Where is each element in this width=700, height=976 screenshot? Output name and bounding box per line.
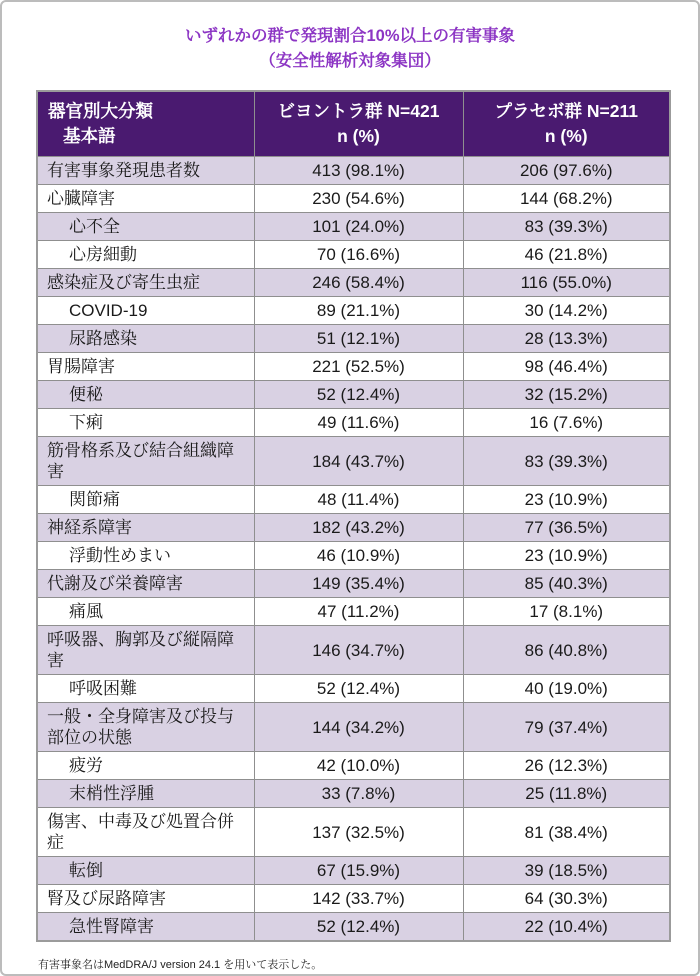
table-row [37, 570, 670, 598]
preferred-term-cell: 下痢 [37, 409, 254, 437]
byontra-value-cell: 149 (35.4%) [254, 570, 463, 598]
byontra-value-cell: 52 (12.4%) [254, 675, 463, 703]
preferred-term-cell: 心不全 [37, 213, 254, 241]
header-row [37, 91, 670, 157]
placebo-value-cell: 40 (19.0%) [463, 675, 670, 703]
header-byontra-group-label: ビヨントラ群 N=421 [277, 100, 440, 121]
preferred-term-cell: 末梢性浮腫 [37, 780, 254, 808]
table-row [37, 185, 670, 213]
table-row [37, 297, 670, 325]
table-row [37, 913, 670, 942]
soc-term-cell: 呼吸器、胸郭及び縦隔障害 [37, 626, 254, 675]
preferred-term-cell: 急性腎障害 [37, 913, 254, 942]
preferred-term-cell: 転倒 [37, 857, 254, 885]
header-placebo-npct-label: n (%) [544, 125, 588, 146]
placebo-value-cell: 86 (40.8%) [463, 626, 670, 675]
byontra-value-cell: 42 (10.0%) [254, 752, 463, 780]
table-row [37, 381, 670, 409]
placebo-value-cell: 28 (13.3%) [463, 325, 670, 353]
header-placebo-group-label: プラセボ群 N=211 [494, 100, 638, 121]
table-row [37, 486, 670, 514]
placebo-value-cell: 26 (12.3%) [463, 752, 670, 780]
placebo-value-cell: 23 (10.9%) [463, 486, 670, 514]
table-row [37, 213, 670, 241]
table-row [37, 780, 670, 808]
byontra-value-cell: 49 (11.6%) [254, 409, 463, 437]
placebo-value-cell: 85 (40.3%) [463, 570, 670, 598]
preferred-term-cell: 心房細動 [37, 241, 254, 269]
table-row [37, 626, 670, 675]
soc-term-cell: 一般・全身障害及び投与部位の状態 [37, 703, 254, 752]
soc-term-cell: 代謝及び栄養障害 [37, 570, 254, 598]
table-row [37, 675, 670, 703]
byontra-value-cell: 101 (24.0%) [254, 213, 463, 241]
table-body [37, 157, 670, 942]
placebo-value-cell: 64 (30.3%) [463, 885, 670, 913]
table-row [37, 542, 670, 570]
byontra-value-cell: 146 (34.7%) [254, 626, 463, 675]
byontra-value-cell: 182 (43.2%) [254, 514, 463, 542]
table-row [37, 857, 670, 885]
byontra-value-cell: 67 (15.9%) [254, 857, 463, 885]
soc-term-cell: 筋骨格系及び結合組織障害 [37, 437, 254, 486]
byontra-value-cell: 221 (52.5%) [254, 353, 463, 381]
table-row [37, 409, 670, 437]
byontra-value-cell: 48 (11.4%) [254, 486, 463, 514]
soc-term-cell: 神経系障害 [37, 514, 254, 542]
header-cell-soc-pt [37, 91, 254, 157]
byontra-value-cell: 51 (12.1%) [254, 325, 463, 353]
header-byontra-npct-label: n (%) [337, 125, 380, 146]
placebo-value-cell: 16 (7.6%) [463, 409, 670, 437]
soc-term-cell: 腎及び尿路障害 [37, 885, 254, 913]
header-soc-label: 器官別大分類 [48, 100, 153, 121]
header-cell-byontra [254, 91, 463, 157]
byontra-value-cell: 144 (34.2%) [254, 703, 463, 752]
byontra-value-cell: 70 (16.6%) [254, 241, 463, 269]
preferred-term-cell: 関節痛 [37, 486, 254, 514]
placebo-value-cell: 77 (36.5%) [463, 514, 670, 542]
preferred-term-cell: 疲労 [37, 752, 254, 780]
placebo-value-cell: 79 (37.4%) [463, 703, 670, 752]
placebo-value-cell: 25 (11.8%) [463, 780, 670, 808]
byontra-value-cell: 52 (12.4%) [254, 913, 463, 942]
soc-term-cell: 有害事象発現患者数 [37, 157, 254, 185]
soc-term-cell: 胃腸障害 [37, 353, 254, 381]
table-row [37, 703, 670, 752]
placebo-value-cell: 83 (39.3%) [463, 213, 670, 241]
preferred-term-cell: 痛風 [37, 598, 254, 626]
table-row [37, 353, 670, 381]
placebo-value-cell: 23 (10.9%) [463, 542, 670, 570]
placebo-value-cell: 116 (55.0%) [463, 269, 670, 297]
byontra-value-cell: 413 (98.1%) [254, 157, 463, 185]
header-cell-placebo [463, 91, 670, 157]
preferred-term-cell: COVID-19 [37, 297, 254, 325]
placebo-value-cell: 17 (8.1%) [463, 598, 670, 626]
soc-term-cell: 感染症及び寄生虫症 [37, 269, 254, 297]
byontra-value-cell: 142 (33.7%) [254, 885, 463, 913]
table-row [37, 437, 670, 486]
placebo-value-cell: 81 (38.4%) [463, 808, 670, 857]
title-line-2: （安全性解析対象集団） [259, 51, 441, 70]
footnote: 有害事象名はMedDRA/J version 24.1 を用いて表示した。 [38, 959, 323, 972]
table-row [37, 885, 670, 913]
table-row [37, 808, 670, 857]
table-row [37, 514, 670, 542]
byontra-value-cell: 52 (12.4%) [254, 381, 463, 409]
soc-term-cell: 心臓障害 [37, 185, 254, 213]
byontra-value-cell: 33 (7.8%) [254, 780, 463, 808]
placebo-value-cell: 22 (10.4%) [463, 913, 670, 942]
byontra-value-cell: 230 (54.6%) [254, 185, 463, 213]
table-row [37, 325, 670, 353]
table-row [37, 241, 670, 269]
header-pt-label: 基本語 [63, 125, 116, 146]
table-row [37, 752, 670, 780]
placebo-value-cell: 98 (46.4%) [463, 353, 670, 381]
placebo-value-cell: 206 (97.6%) [463, 157, 670, 185]
adverse-events-table [36, 90, 671, 943]
soc-term-cell: 傷害、中毒及び処置合併症 [37, 808, 254, 857]
placebo-value-cell: 144 (68.2%) [463, 185, 670, 213]
byontra-value-cell: 46 (10.9%) [254, 542, 463, 570]
byontra-value-cell: 89 (21.1%) [254, 297, 463, 325]
byontra-value-cell: 47 (11.2%) [254, 598, 463, 626]
table-row [37, 598, 670, 626]
placebo-value-cell: 83 (39.3%) [463, 437, 670, 486]
table-row [37, 157, 670, 185]
preferred-term-cell: 呼吸困難 [37, 675, 254, 703]
placebo-value-cell: 39 (18.5%) [463, 857, 670, 885]
title-line-1: いずれかの群で発現割合10%以上の有害事象 [184, 27, 516, 45]
preferred-term-cell: 浮動性めまい [37, 542, 254, 570]
preferred-term-cell: 尿路感染 [37, 325, 254, 353]
placebo-value-cell: 46 (21.8%) [463, 241, 670, 269]
byontra-value-cell: 184 (43.7%) [254, 437, 463, 486]
byontra-value-cell: 137 (32.5%) [254, 808, 463, 857]
byontra-value-cell: 246 (58.4%) [254, 269, 463, 297]
placebo-value-cell: 32 (15.2%) [463, 381, 670, 409]
table-header [37, 91, 670, 157]
placebo-value-cell: 30 (14.2%) [463, 297, 670, 325]
preferred-term-cell: 便秘 [37, 381, 254, 409]
table-row [37, 269, 670, 297]
page-title [2, 24, 698, 74]
